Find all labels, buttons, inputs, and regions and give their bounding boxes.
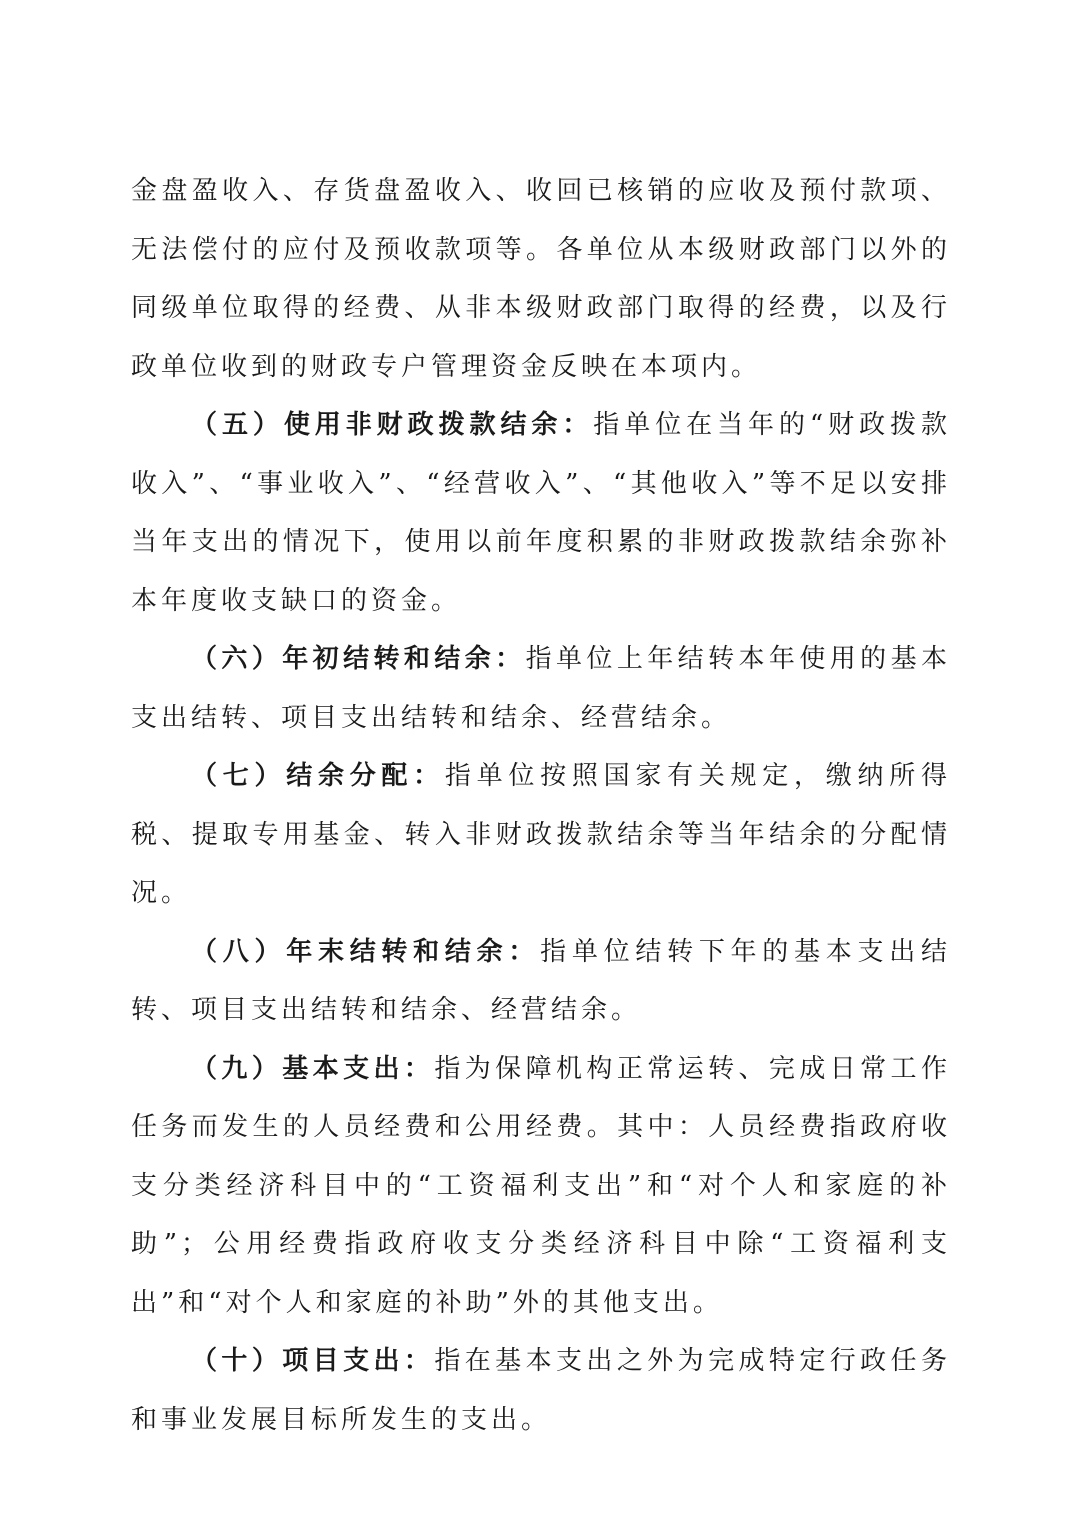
- term-heading: （九）基本支出：: [191, 1053, 435, 1084]
- paragraph-text: 金盘盈收入、存货盘盈收入、收回已核销的应收及预付款项、无法偿付的应付及预收款项等。各单位从本级财政部门以外的同级单位取得的经费、从非本级财政部门取得的经费，以及行政单位收到的财政专户管理资金反映在本项内。: [131, 176, 951, 382]
- term-heading: （六）年初结转和结余：: [191, 644, 526, 674]
- term-heading: （五）使用非财政拨款结余：: [191, 410, 594, 440]
- paragraph-text: 指单位结转下年的基本支出结转、项目支出结转和结余、经营结余。: [131, 936, 951, 1025]
- paragraph-item-7: [131, 747, 951, 923]
- paragraph-item-6: [131, 630, 951, 747]
- paragraph-text: 指在基本支出之外为完成特定行政任务和事业发展目标所发生的支出。: [131, 1346, 951, 1435]
- paragraph-item-5: [131, 396, 951, 630]
- term-heading: （八）年末结转和结余：: [191, 936, 541, 967]
- paragraph-item-8: [131, 923, 951, 1040]
- paragraph-text: 指为保障机构正常运转、完成日常工作任务而发生的人员经费和公用经费。其中：人员经费指政府收支分类经济科目中的“工资福利支出”和“对个人和家庭的补助”；公用经费指政府收支分类经济科目中除“工资福利支出”和“对个人和家庭的补助”外的其他支出。: [131, 1053, 951, 1318]
- paragraph-text: 指单位在当年的“财政拨款收入”、“事业收入”、“经营收入”、“其他收入”等不足以安排当年支出的情况下，使用以前年度积累的非财政拨款结余弥补本年度收支缺口的资金。: [131, 410, 951, 616]
- paragraph-text: 指单位上年结转本年使用的基本支出结转、项目支出结转和结余、经营结余。: [131, 644, 951, 733]
- paragraph-text: 指单位按照国家有关规定，缴纳所得税、提取专用基金、转入非财政拨款结余等当年结余的分配情况。: [131, 761, 951, 908]
- document-page: [131, 162, 951, 1449]
- paragraph-continuation: [131, 162, 951, 396]
- term-heading: （七）结余分配：: [191, 761, 445, 791]
- paragraph-item-10: [131, 1332, 951, 1449]
- term-heading: （十）项目支出：: [191, 1346, 435, 1376]
- paragraph-item-9: [131, 1040, 951, 1333]
